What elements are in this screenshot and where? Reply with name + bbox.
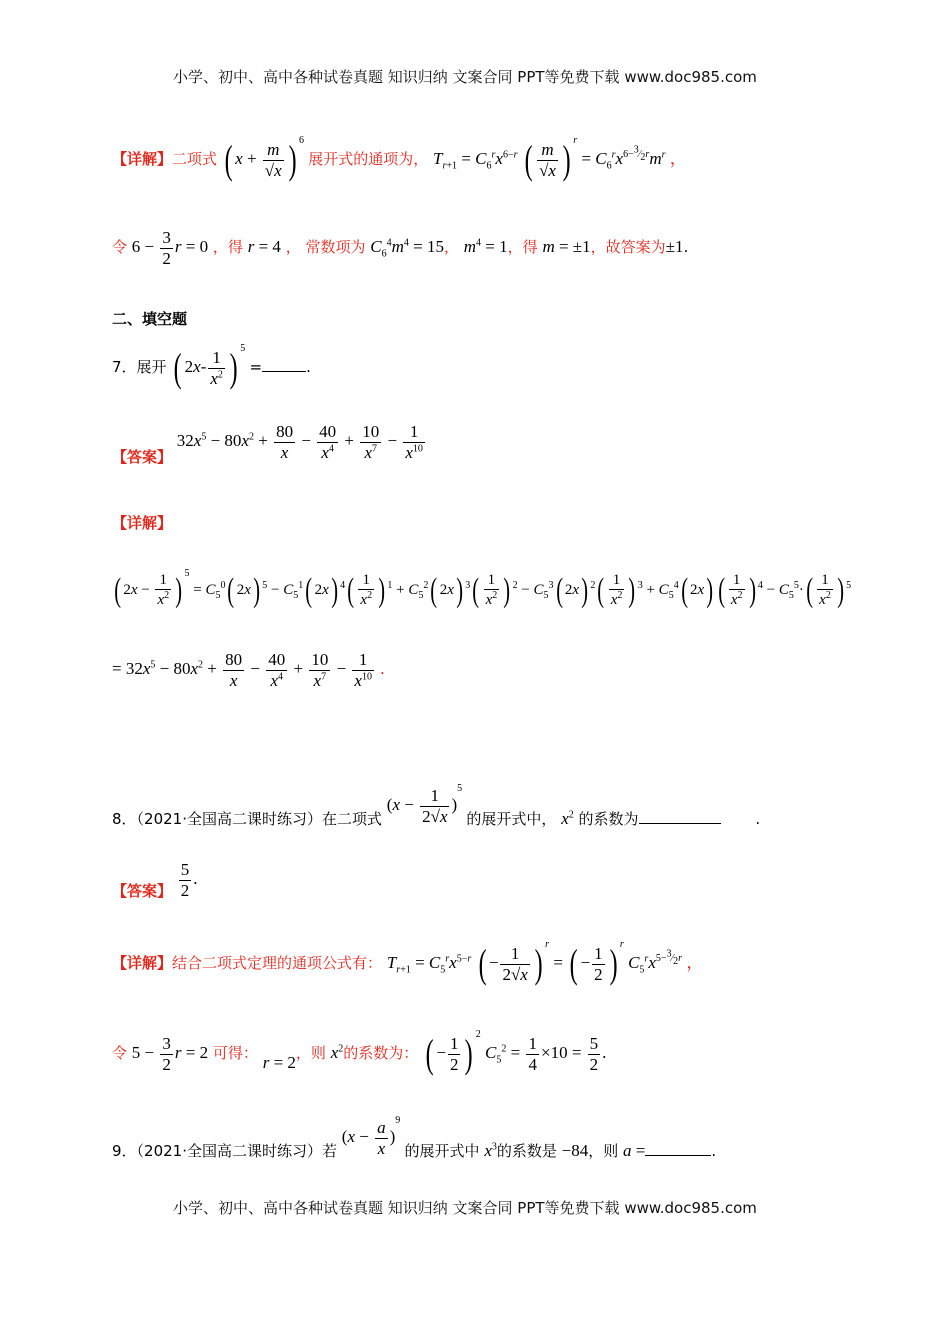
q8-x2: $x^2$ (561, 808, 574, 828)
q9-expression: (x − $\frac{a}{x}$ )$^9$ (341, 1115, 401, 1158)
q6-r-value: r = 4 (247, 236, 281, 256)
q7-answer-blank (262, 371, 306, 372)
q8-ling: 令 (112, 1043, 128, 1062)
q8-answer-label: 【答案】 (112, 881, 173, 900)
q8-eq1: 5 − $\frac{3}{2}$ r = 2 (131, 1034, 209, 1074)
q6-de: ，得 (212, 237, 243, 256)
q7-answer (112, 422, 427, 468)
q6-tail-text: ，故答案为 (590, 237, 666, 256)
q6-m4: $m^4 = 1$ (463, 236, 508, 256)
q6-detail-text: 二项式 (172, 149, 218, 168)
q8-x2b: $x^2$ (330, 1042, 344, 1062)
page-footer: 小学、初中、高中各种试卷真题 知识归纳 文案合同 PPT等免费下载 www.doc985.com (173, 1199, 757, 1217)
q9-middle: 的展开式中 (404, 1141, 480, 1160)
q6-detail-line2: 令 6 − $\frac{3}{2}$ r = 0 ，得 r = 4 ， 常数项为 $C_6^4m^4 = 15$， $m^4 = 1$，得 m = ±1，故答案为±1. (112, 228, 689, 268)
q9-a: a = (623, 1140, 646, 1160)
q6-const-text: ， 常数项为 (285, 237, 366, 256)
q7-expression: ( 2x- $\frac{1}{x^2}$ ) $^5$ (173, 343, 246, 391)
q8-answer (112, 860, 198, 900)
q7-period: . (306, 357, 311, 376)
q6-general-term: $T_{r+1} = C_6^rx^{6-r}$ ( $\frac{m}{√x}$ ) $^r = C_6^rx^{6-^3⁄_2r}m^r$ ， (433, 135, 687, 183)
q8-coef2: 的系数为： (343, 1043, 419, 1062)
answer-label: 【答案】 (112, 447, 173, 466)
q6-binomial-formula: ( x + $\frac{m}{√x}$ ) $^6$ (224, 135, 304, 183)
q9-answer-blank (645, 1155, 711, 1156)
q7-number: 7．展开 (112, 357, 167, 376)
q7-detail-result: = $32x^5 - 80x^2$ + $\frac{80}{x}$ − $\frac{40}{x^4}$ + $\frac{10}{x^7}$ − $\frac{1}{x^{10}}$ . (112, 650, 385, 690)
q8-expression: (x − $\frac{1}{2√x}$ )$^5$ (386, 783, 463, 826)
q6-eq1: 6 − $\frac{3}{2}$ r = 0 (131, 228, 209, 268)
q8-r-value: r = 2 (262, 1052, 296, 1072)
q6-end-text: ，得 (507, 237, 538, 256)
q8-ze: ，则 (295, 1043, 326, 1062)
q8-kd: 可得： (212, 1043, 258, 1062)
q8-number: 8．（2021·全国高二课时练习）在二项式 (112, 809, 382, 828)
q7-question (112, 343, 311, 391)
q8-detail-label: 【详解】 (112, 953, 173, 972)
q9-then: ，则 (588, 1141, 619, 1160)
q8-coef: 的系数为 (578, 809, 639, 828)
q8-answer-value: $\frac{5}{2}$ . (180, 860, 198, 900)
q9-value: −84 (561, 1140, 589, 1160)
q6-detail-text2: 展开式的通项为， (308, 149, 429, 168)
q8-detail-line1 (112, 939, 704, 987)
detail-label: 【详解】 (112, 149, 173, 168)
q8-question: 8．（2021·全国高二课时练习）在二项式 (x − $\frac{1}{2√x}$ )$^5$ 的展开式中， $x^2$ 的系数为 . (112, 783, 761, 828)
q6-const-term: $C_6^4m^4 = 15$ (370, 236, 444, 260)
q8-middle: 的展开式中， (466, 809, 557, 828)
q8-detail-text: 结合二项式定理的通项公式有： (172, 953, 383, 972)
q8-answer-blank (639, 823, 721, 824)
q7-detail-label: 【详解】 (112, 514, 173, 532)
section-title: 二、填空题 (112, 310, 188, 328)
q8-general-term: $T_{r+1} = C_5^rx^{5-r}$ ( − $\frac{1}{2√x}$ ) $^r$ = ( − $\frac{1}{2}$ ) $^r$ $C_5^rx^{5-^3⁄_2r}$ ， (386, 939, 704, 987)
q9-coef: 的系数是 (496, 1141, 557, 1160)
q7-detail-expansion: ( 2x − $\frac{1}{x^2}$ ) $^5 = C_5^0$( 2x) $^5 - C_5^1$( 2x) $^4$( $\frac{1}{x^2}$ ) $^1 + C_5^2$( 2x) $^3$( $\frac{1}{x^2}$ ) $^2 - C_5^3$( 2x) $^2$( $\frac{1}{x^2}$ ) $^3 + C_5^4$( 2x) ( $\frac{1}{x^2}$ ) $^4 - C_5^5\cdot$( $\frac{1}{x^2}$ ) $^5$ (114, 568, 852, 609)
page-header: 小学、初中、高中各种试卷真题 知识归纳 文案合同 PPT等免费下载 www.doc985.com (173, 68, 757, 86)
q8-detail-line2 (112, 1029, 607, 1077)
q9-number: 9．（2021·全国高二课时练习）若 (112, 1141, 337, 1160)
q6-m-value: m = ±1 (542, 236, 591, 256)
q6-detail-line1 (112, 135, 687, 183)
q9-x3: $x^3$ (484, 1140, 497, 1160)
q6-ling: 令 (112, 237, 128, 256)
q7-answer-expression: $32x^5 - 80x^2$ + $\frac{80}{x}$ − $\frac{40}{x^4}$ + $\frac{10}{x^7}$ − $\frac{1}{x^{10}}$ (176, 422, 423, 462)
q9-question: 9．（2021·全国高二课时练习）若 (x − $\frac{a}{x}$ )$^9$ 的展开式中 $x^3$的系数是 −84，则 a = . (112, 1115, 717, 1160)
q7-equals: = (249, 357, 263, 376)
q8-coef-calc: ( − $\frac{1}{2}$ ) $^2$ $C_5^2$ = $\frac{1}{4}$ ×10 = $\frac{5}{2}$ . (425, 1029, 607, 1077)
q6-answer-value: ±1 (665, 236, 684, 256)
